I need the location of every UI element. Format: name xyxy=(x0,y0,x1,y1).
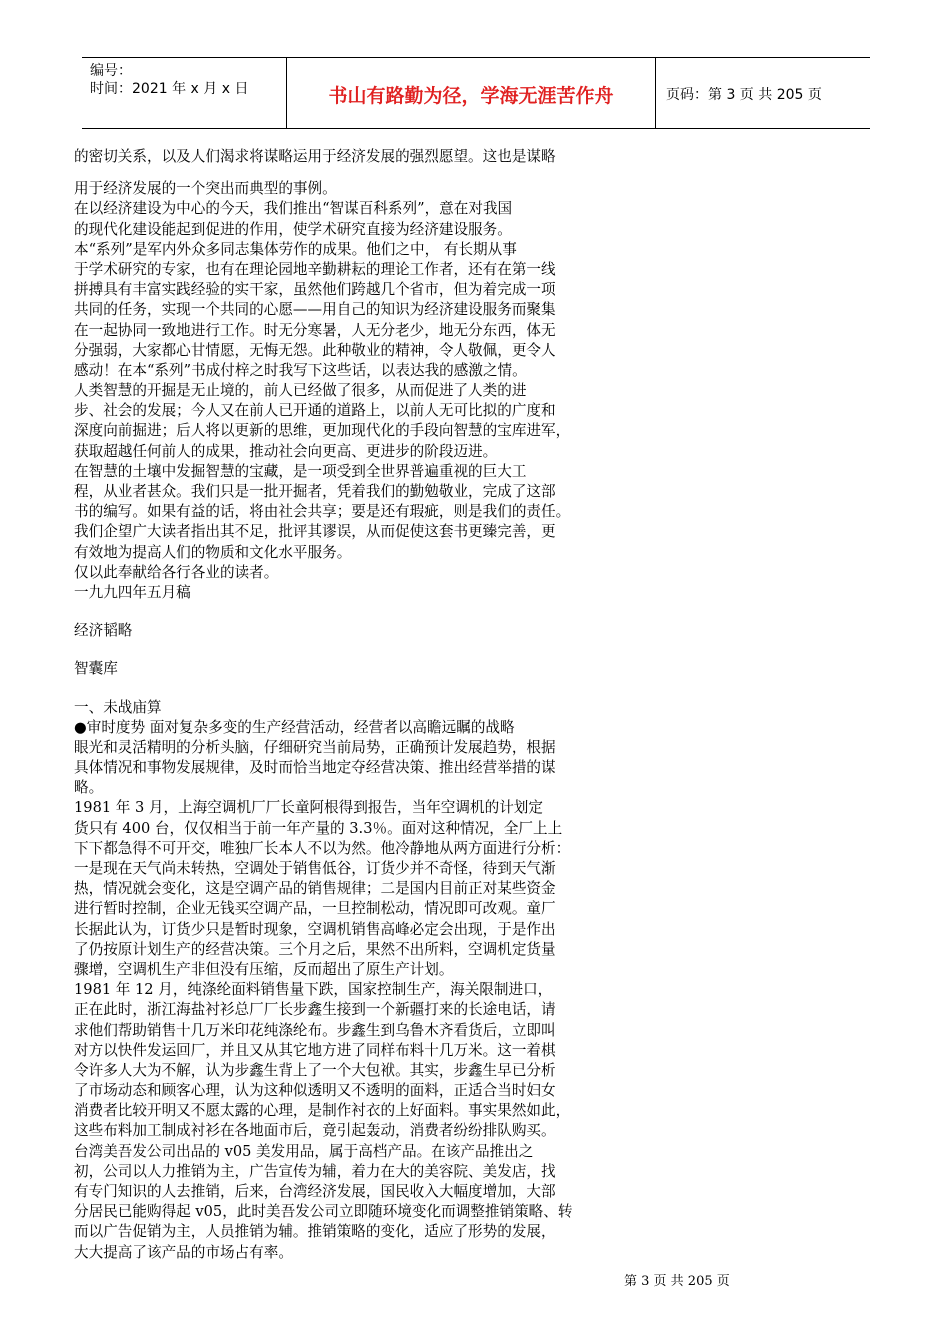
text-line: 有效地为提高人们的物质和文化水平服务。 xyxy=(74,543,352,561)
spacer xyxy=(74,680,644,698)
text-line: 1981 年 12 月，纯涤纶面料销售量下跌，国家控制生产，海关限制进口， xyxy=(74,981,553,999)
paragraph-block xyxy=(74,147,644,167)
text-line: 分居民已能购得起 v05，此时美吾发公司立即随环境变化而调整推销策略、转 xyxy=(74,1203,573,1221)
paragraph-block xyxy=(74,179,644,603)
text-line: 仅以此奉献给各行各业的读者。 xyxy=(74,563,279,581)
text-line: 而以广告促销为主，人员推销为辅。推销策略的变化，适应了形势的发展， xyxy=(74,1223,556,1241)
text-line: 共同的任务，实现一个共同的心愿——用自己的知识为经济建设服务而聚集 xyxy=(74,301,556,319)
text-line: 眼光和灵活精明的分析头脑，仔细研究当前局势，正确预计发展趋势，根据 xyxy=(74,738,556,756)
document-number-label: 编号： xyxy=(90,63,132,79)
document-time-label: 时间：2021 年 x 月 x 日 xyxy=(90,81,249,97)
page-header xyxy=(82,57,870,129)
header-page-info: 页码：第 3 页 共 205 页 xyxy=(666,87,822,103)
text-line: 下下都急得不可开交，唯独厂长本人不以为然。他冷静地从两方面进行分析： xyxy=(74,839,571,857)
text-line: 骤增，空调机生产非但没有压缩，反而超出了原生产计划。 xyxy=(74,960,454,978)
text-line: 一九九四年五月稿 xyxy=(74,583,191,601)
spacer xyxy=(74,603,644,621)
text-line: 一、未战庙算 xyxy=(74,698,162,716)
document-body xyxy=(74,147,644,1263)
text-line: 货只有 400 台，仅仅相当于前一年产量的 3.3％。面对这种情况，全厂上上 xyxy=(74,819,563,837)
text-line: 热，情况就会变化，这是空调产品的销售规律；二是国内目前正对某些资金 xyxy=(74,880,556,898)
text-line: 程，从业者甚众。我们只是一批开掘者，凭着我们的勤勉敬业，完成了这部 xyxy=(74,483,556,500)
text-line: 本“系列”是军内外众多同志集体劳作的成果。他们之中， 有长期从事 xyxy=(74,240,517,258)
page-footer: 第 3 页 共 205 页 xyxy=(624,1274,730,1289)
text-line: 分强弱，大家都心甘情愿，无悔无怨。此种敬业的精神，令人敬佩，更令人 xyxy=(74,341,556,359)
text-line: 进行暂时控制，企业无钱买空调产品，一旦控制松动，情况即可改观。童厂 xyxy=(74,900,556,918)
text-line: 在以经济建设为中心的今天，我们推出“智谋百科系列”，意在对我国 xyxy=(74,200,513,218)
paragraph-block xyxy=(74,698,644,1263)
text-line: 一是现在天气尚未转热，空调处于销售低谷，订货少并不奇怪，待到天气渐 xyxy=(74,860,556,877)
spacer xyxy=(74,641,644,659)
text-line: 了仍按原计划生产的经营决策。三个月之后，果然不出所料，空调机定货量 xyxy=(74,940,556,958)
text-line: ●审时度势 面对复杂多变的生产经营活动，经营者以高瞻远瞩的战略 xyxy=(74,718,515,736)
text-line: 消费者比较开明又不愿太露的心理，是制作衬衣的上好面料。事实果然如此， xyxy=(74,1102,571,1120)
text-line: 这些布料加工制成衬衫在各地面市后，竟引起轰动，消费者纷纷排队购买。 xyxy=(74,1122,556,1140)
text-line: 拼搏具有丰富实践经验的实干家，虽然他们跨越几个省市，但为着完成一项 xyxy=(74,281,556,299)
text-line: 略。 xyxy=(74,779,104,797)
text-line: 令许多人大为不解，认为步鑫生背上了一个大包袱。其实，步鑫生早已分析 xyxy=(74,1061,556,1079)
text-line: 具体情况和事物发展规律，及时而恰当地定夺经营决策、推出经营举措的谋 xyxy=(74,759,556,777)
text-line: 求他们帮助销售十几万米印花纯涤纶布。步鑫生到乌鲁木齐看货后，立即叫 xyxy=(74,1021,556,1039)
text-line: 有专门知识的人去推销，后来，台湾经济发展，国民收入大幅度增加，大部 xyxy=(74,1183,556,1200)
section-heading: 经济韬略 xyxy=(74,622,133,640)
text-line: 于学术研究的专家，也有在理论园地辛勤耕耘的理论工作者，还有在第一线 xyxy=(74,260,556,278)
text-line: 我们企望广大读者指出其不足，批评其谬误，从而促使这套书更臻完善，更 xyxy=(74,523,556,541)
text-line: 感动！在本“系列”书成付梓之时我写下这些话，以表达我的感激之情。 xyxy=(74,361,527,379)
text-line: 步、社会的发展；今人又在前人已开通的道路上，以前人无可比拟的广度和 xyxy=(74,402,556,420)
header-middle-cell xyxy=(287,58,656,128)
text-line: 正在此时，浙江海盐衬衫总厂厂长步鑫生接到一个新疆打来的长途电话，请 xyxy=(74,1001,556,1019)
section-heading: 智囊库 xyxy=(74,660,118,678)
text-line: 长据此认为，订货少只是暂时现象，空调机销售高峰必定会出现，于是作出 xyxy=(74,920,556,938)
text-line: 深度向前掘进；后人将以更新的思维，更加现代化的手段向智慧的宝库进军， xyxy=(74,422,571,440)
text-line: 了市场动态和顾客心理，认为这种似透明又不透明的面料，正适合当时妇女 xyxy=(74,1082,556,1100)
text-line: 的现代化建设能起到促进的作用，使学术研究直接为经济建设服务。 xyxy=(74,220,512,238)
text-line: 的密切关系，以及人们渴求将谋略运用于经济发展的强烈愿望。这也是谋略 xyxy=(74,148,556,165)
text-line: 1981 年 3 月，上海空调机厂厂长童阿根得到报告，当年空调机的计划定 xyxy=(74,799,543,817)
text-line: 在一起协同一致地进行工作。时无分寒暑，人无分老少，地无分东西，体无 xyxy=(74,321,556,339)
header-motto: 书山有路勤为径，学海无涯苦作舟 xyxy=(328,85,614,107)
text-line: 台湾美吾发公司出品的 v05 美发用品，属于高档产品。在该产品推出之 xyxy=(74,1142,534,1160)
text-line: 在智慧的土壤中发掘智慧的宝藏，是一项受到全世界普遍重视的巨大工 xyxy=(74,462,527,480)
spacer xyxy=(74,167,644,179)
text-line: 初，公司以人力推销为主，广告宣传为辅，着力在大的美容院、美发店，找 xyxy=(74,1162,556,1180)
header-right-cell xyxy=(656,58,870,128)
text-line: 大大提高了该产品的市场占有率。 xyxy=(74,1243,293,1261)
text-line: 人类智慧的开掘是无止境的，前人已经做了很多，从而促进了人类的进 xyxy=(74,382,527,400)
text-line: 对方以快件发运回厂，并且又从其它地方进了同样布料十几万米。这一着棋 xyxy=(74,1041,556,1059)
header-left-cell xyxy=(82,58,287,128)
text-line: 获取超越任何前人的成果，推动社会向更高、更进步的阶段迈进。 xyxy=(74,442,498,460)
text-line: 用于经济发展的一个突出而典型的事例。 xyxy=(74,180,337,198)
text-line: 书的编写。如果有益的话，将由社会共享；要是还有瑕疵，则是我们的责任。 xyxy=(74,503,571,521)
